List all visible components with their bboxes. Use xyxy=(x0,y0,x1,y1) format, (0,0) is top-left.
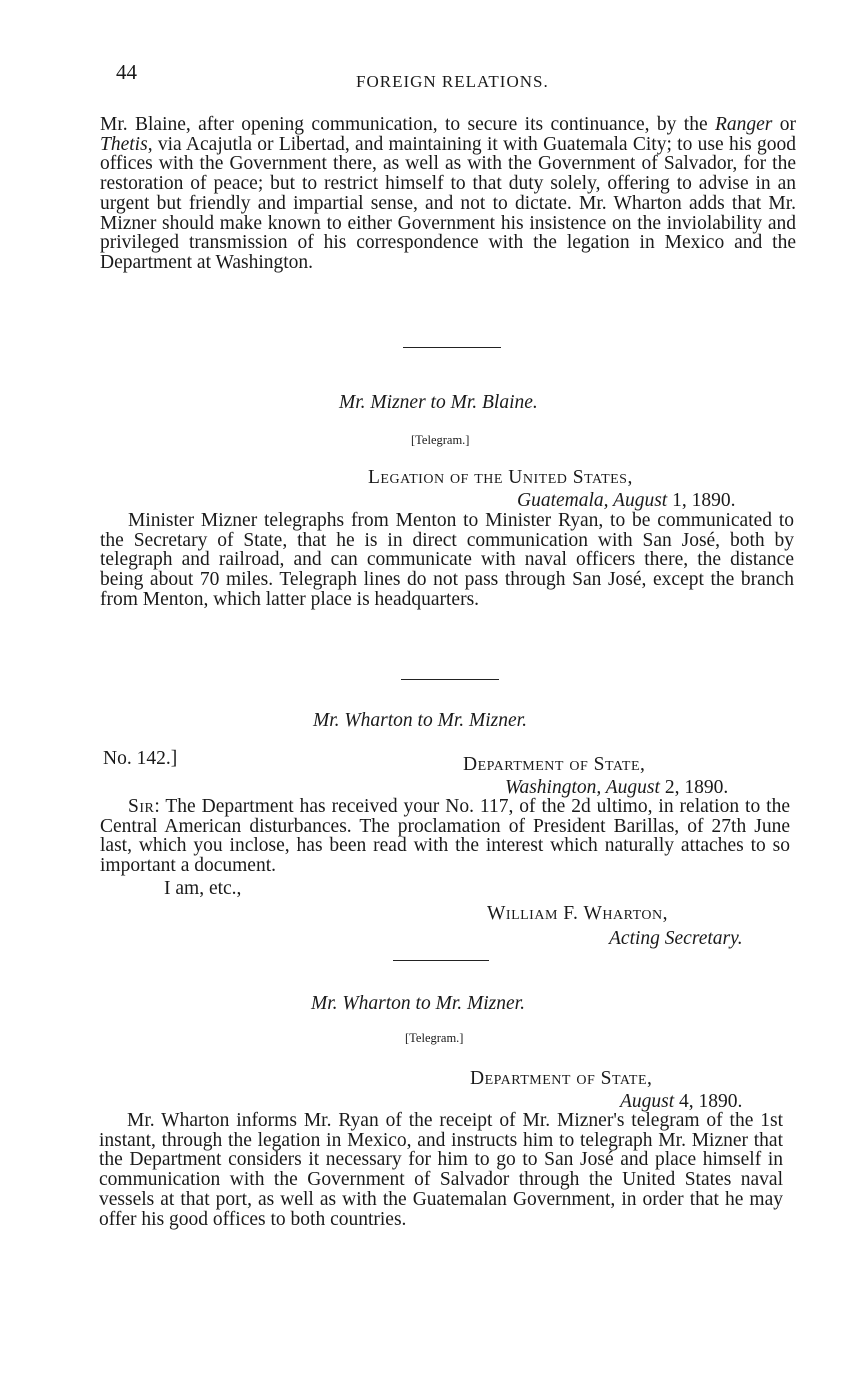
telegram-note: [Telegram.] xyxy=(411,433,470,447)
date-text: 2, 1890. xyxy=(659,777,729,798)
place-date-line xyxy=(517,490,735,512)
letter-caption: Mr. Wharton to Mr. Mizner. xyxy=(313,710,527,731)
sender-line: Department of State, xyxy=(470,1068,653,1089)
running-title: FOREIGN RELATIONS. xyxy=(356,72,549,91)
text-run: Mr. Blaine, after opening communication, to secure its continuance, by the xyxy=(100,114,715,135)
date-month: August xyxy=(620,1091,675,1112)
text-run: or xyxy=(772,114,797,135)
salutation: Sir xyxy=(128,796,155,817)
telegram-note: [Telegram.] xyxy=(405,1031,464,1045)
ship-name-ranger: Ranger xyxy=(714,114,773,135)
page-number: 44 xyxy=(116,60,137,84)
date-text: 1, 1890. xyxy=(667,490,736,511)
letter-caption: Mr. Wharton to Mr. Mizner. xyxy=(311,993,525,1014)
sender-line: Legation of the United States, xyxy=(368,467,633,488)
closing-line: I am, etc., xyxy=(164,878,242,899)
ship-name-thetis: Thetis xyxy=(100,133,148,155)
date-text: 4, 1890. xyxy=(674,1091,743,1112)
telegram-body: Minister Mizner telegraphs from Menton to Minister Ryan, to be communicated to the Secretary of State, that he is in direct communication with San José, both by telegraph and railroad, and can communicate with naval officers there, the distance being about 70 miles. Telegraph lines do not pass through San José, except the branch from Menton, which latter place is headquarters. xyxy=(100,510,794,610)
place-date-text: Guatemala, August xyxy=(517,490,668,511)
continuation-paragraph xyxy=(100,115,796,273)
section-divider xyxy=(403,347,501,348)
place-date-text: Washington, August xyxy=(505,777,660,798)
signature: William F. Wharton, xyxy=(487,903,668,924)
telegram-body: Mr. Wharton informs Mr. Ryan of the receipt of Mr. Mizner's telegram of the 1st instant, through the legation in Mexico, and instructs him to telegraph Mr. Mizner that the Department considers it necessary for him to go to San José and place himself in communication with the Government of Salvador through the United States naval vessels at that port, as well as with the Guatemalan Government, in order that he may offer his good offices to both countries. xyxy=(99,1110,783,1230)
section-divider xyxy=(401,679,499,680)
sender-line: Department of State, xyxy=(463,754,646,775)
signatory-title: Acting Secretary. xyxy=(609,928,743,949)
letter-caption: Mr. Mizner to Mr. Blaine. xyxy=(339,392,538,413)
dispatch-number: No. 142.] xyxy=(103,748,178,769)
section-divider xyxy=(393,960,489,961)
text-run: , via Acajutla or Libertad, and maintaining it with Guatemala City; to use his good offices with the Government there, as well as with the Government of Salvador, for the restoration of peace; but to restrict himself to that duty solely, offering to advise in an urgent but friendly and impartial sense, and not to dictate. Mr. Wharton adds that Mr. Mizner should make known to either Government his insistence on the inviolability and privileged transmission of his correspondence with the legation in Mexico and the Department at Washington. xyxy=(100,133,796,273)
letter-body xyxy=(100,797,790,876)
letter-body-text: : The Department has received your No. 117, of the 2d ultimo, in relation to the Central American disturbances. The proclamation of President Barillas, of 27th June last, which you inclose, has been read with the interest which naturally attaches to so important a document. xyxy=(100,796,790,877)
